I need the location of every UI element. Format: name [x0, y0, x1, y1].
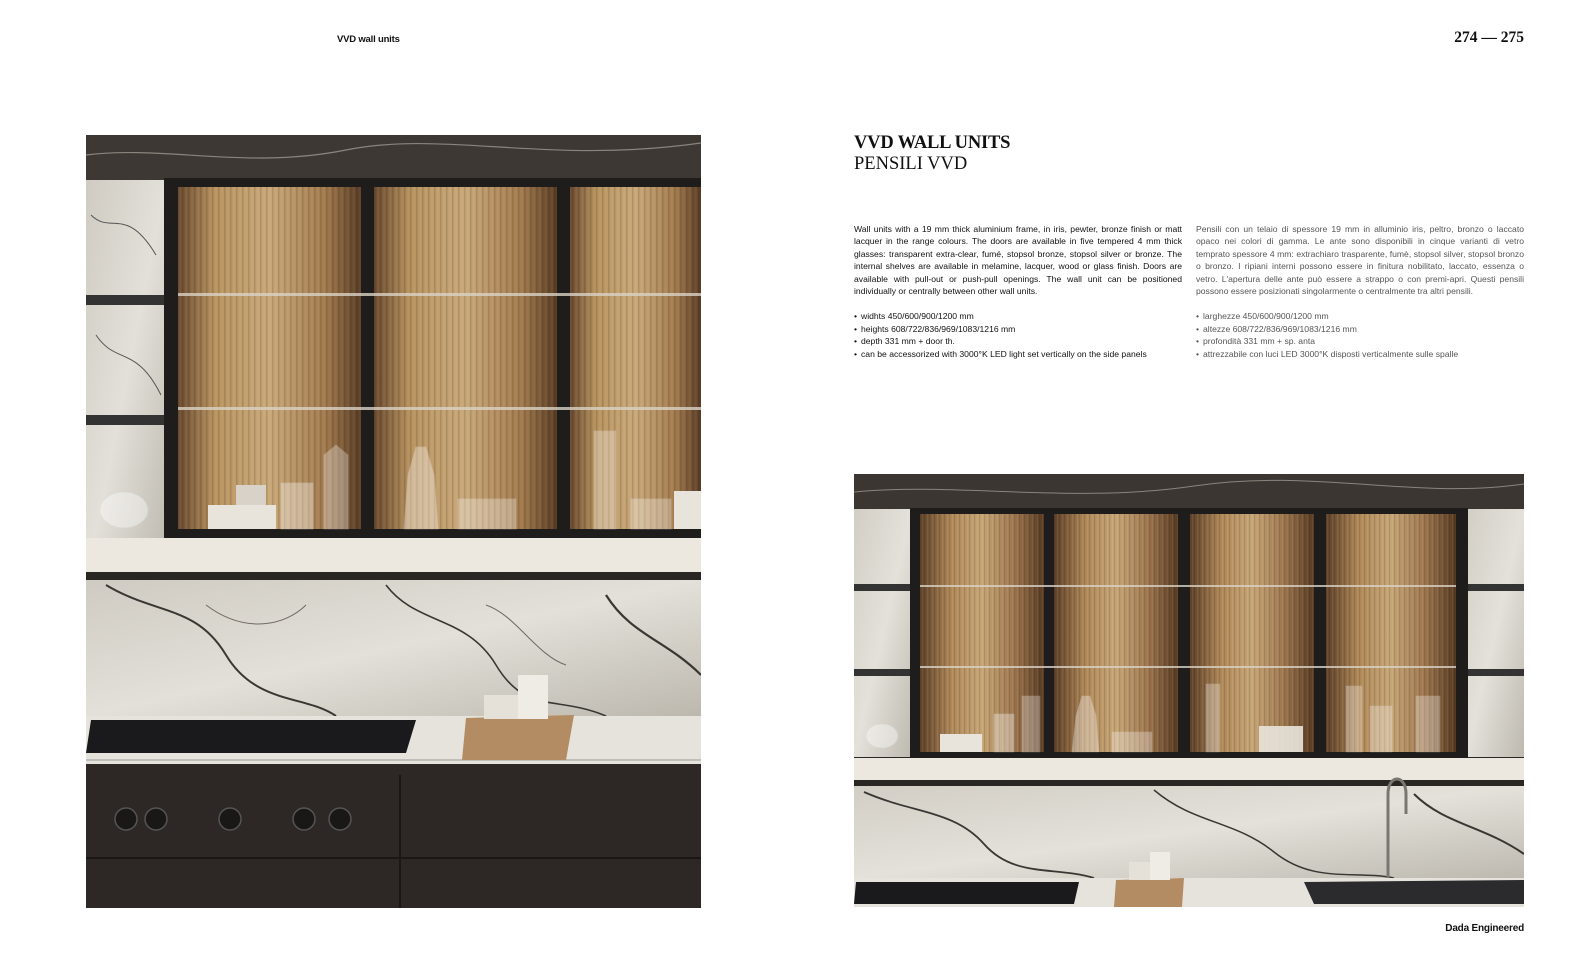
spec-item: • larghezze 450/600/900/1200 mm [1196, 310, 1524, 322]
italian-column [1196, 223, 1524, 360]
kitchen-photo-left [86, 135, 701, 908]
italian-specs [1196, 310, 1524, 360]
running-head: VVD wall units [337, 34, 400, 45]
english-specs [854, 310, 1182, 360]
spec-item: • widhts 450/600/900/1200 mm [854, 310, 1182, 322]
english-paragraph: Wall units with a 19 mm thick aluminium frame, in iris, pewter, bronze finish or matt lacquer in the range colours. The doors are available in five tempered 4 mm thick glasses: transparent extra-clear, fumé, stopsol bronze, stopsol silver or bronze. The internal shelves are available in melamine, lacquer, wood or glass finish. Doors are available with pull-out or push-pull openings. The wall unit can be positioned individually or centrally between other wall units. [854, 224, 1182, 297]
section-title [854, 133, 1010, 175]
title-english: VVD WALL UNITS [854, 133, 1011, 153]
kitchen-photo-right-image [854, 474, 1524, 907]
spec-item: • profondità 331 mm + sp. anta [1196, 335, 1524, 347]
italian-paragraph: Pensili con un telaio di spessore 19 mm in alluminio iris, peltro, bronzo o laccato opaco nei colori di gamma. Le ante sono disponibili in cinque varianti di vetro temprato spessore 4 mm: extrachiaro trasparente, fumè, stopsol silver, stopsol bronzo o bronzo. I ripiani interni possono essere in finitura nobilitato, laccato, essenza o vetro. L'apertura delle ante può essere a strappo o con premi-apri. Questi pensili possono essere posizionati singolarmente o centralmente tra altri pensili. [1196, 224, 1524, 297]
english-column [854, 223, 1182, 360]
kitchen-photo-right [854, 474, 1524, 907]
spec-item: • heights 608/722/836/969/1083/1216 mm [854, 323, 1182, 335]
title-italian: PENSILI VVD [854, 154, 968, 174]
kitchen-photo-left-image [86, 135, 701, 908]
page-numbers: 274 — 275 [1454, 29, 1524, 46]
spec-item: • can be accessorized with 3000°K LED light set vertically on the side panels [854, 348, 1182, 360]
footer-brand: Dada Engineered [1445, 923, 1524, 934]
spec-item: • attrezzabile con luci LED 3000°K disposti verticalmente sulle spalle [1196, 348, 1524, 360]
spec-item: • depth 331 mm + door th. [854, 335, 1182, 347]
spec-item: • altezze 608/722/836/969/1083/1216 mm [1196, 323, 1524, 335]
